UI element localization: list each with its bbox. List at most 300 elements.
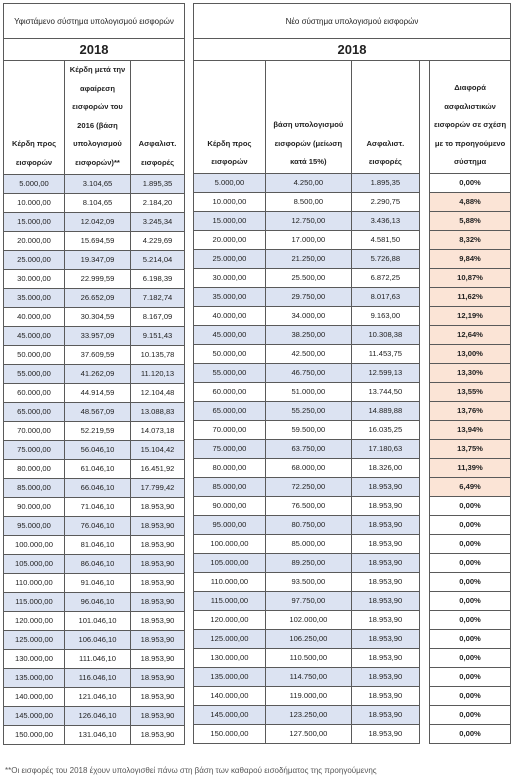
old-profit-cell: 10.000,00 xyxy=(4,193,65,212)
old-profit-cell: 5.000,00 xyxy=(4,174,65,193)
diff-percent-cell: 12,64% xyxy=(430,326,511,345)
new-base-cell: 93.500,00 xyxy=(265,573,351,592)
diff-percent-cell: 0,00% xyxy=(430,687,511,706)
old-profit-cell: 55.000,00 xyxy=(4,364,65,383)
diff-percent-cell: 13,94% xyxy=(430,421,511,440)
new-profit-cell: 60.000,00 xyxy=(194,383,266,402)
footnote: **Οι εισφορές του 2018 έχουν υπολογισθεί πάνω στη βάση των καθαρού εισοδήματος της προηγούμενης xyxy=(5,766,377,775)
old-profit-cell: 60.000,00 xyxy=(4,383,65,402)
new-profit-cell: 15.000,00 xyxy=(194,212,266,231)
new-contrib-cell: 11.453,75 xyxy=(351,345,419,364)
old-base-cell: 3.104,65 xyxy=(65,174,131,193)
old-contrib-cell: 16.451,92 xyxy=(131,459,185,478)
old-base-cell: 71.046,10 xyxy=(65,497,131,516)
diff-percent-cell: 0,00% xyxy=(430,725,511,744)
new-profit-cell: 135.000,00 xyxy=(194,668,266,687)
old-contrib-cell: 18.953,90 xyxy=(131,630,185,649)
table-row xyxy=(4,307,185,326)
diff-percent-cell: 0,00% xyxy=(430,668,511,687)
old-col-contrib-header: Ασφαλιστ. εισφορές xyxy=(131,61,185,175)
diff-percent-cell: 0,00% xyxy=(430,706,511,725)
new-profit-cell: 10.000,00 xyxy=(194,193,266,212)
column-gap xyxy=(419,649,429,668)
table-row xyxy=(4,174,185,193)
table-row xyxy=(194,668,511,687)
table-row xyxy=(194,402,511,421)
column-gap xyxy=(419,554,429,573)
old-base-cell: 41.262,09 xyxy=(65,364,131,383)
table-row xyxy=(4,326,185,345)
new-base-cell: 51.000,00 xyxy=(265,383,351,402)
table-row xyxy=(4,231,185,250)
diff-percent-cell: 0,00% xyxy=(430,630,511,649)
new-profit-cell: 145.000,00 xyxy=(194,706,266,725)
column-gap xyxy=(419,573,429,592)
new-base-cell: 85.000,00 xyxy=(265,535,351,554)
table-row xyxy=(4,288,185,307)
new-contrib-cell: 1.895,35 xyxy=(351,174,419,193)
diff-percent-cell: 8,32% xyxy=(430,231,511,250)
diff-percent-cell: 13,76% xyxy=(430,402,511,421)
old-system-title: Υφιστάμενο σύστημα υπολογισμού εισφορών xyxy=(4,4,185,39)
old-contrib-cell: 18.953,90 xyxy=(131,725,185,744)
table-row xyxy=(4,250,185,269)
new-contrib-cell: 18.953,90 xyxy=(351,706,419,725)
new-base-cell: 8.500,00 xyxy=(265,193,351,212)
diff-percent-cell: 13,75% xyxy=(430,440,511,459)
new-profit-cell: 80.000,00 xyxy=(194,459,266,478)
old-base-cell: 19.347,09 xyxy=(65,250,131,269)
old-base-cell: 37.609,59 xyxy=(65,345,131,364)
old-base-cell: 12.042,09 xyxy=(65,212,131,231)
table-row xyxy=(4,459,185,478)
table-row xyxy=(194,611,511,630)
table-row xyxy=(194,459,511,478)
new-col-profit-header: Κέρδη προς εισφορών xyxy=(194,61,266,174)
new-profit-cell: 100.000,00 xyxy=(194,535,266,554)
table-row xyxy=(4,535,185,554)
new-contrib-cell: 18.953,90 xyxy=(351,725,419,744)
table-row xyxy=(194,478,511,497)
table-row xyxy=(194,364,511,383)
old-profit-cell: 95.000,00 xyxy=(4,516,65,535)
old-profit-cell: 125.000,00 xyxy=(4,630,65,649)
table-row xyxy=(4,269,185,288)
table-row xyxy=(194,554,511,573)
column-gap xyxy=(419,687,429,706)
new-base-cell: 114.750,00 xyxy=(265,668,351,687)
old-contrib-cell: 18.953,90 xyxy=(131,554,185,573)
table-row xyxy=(4,611,185,630)
old-profit-cell: 70.000,00 xyxy=(4,421,65,440)
old-profit-cell: 110.000,00 xyxy=(4,573,65,592)
new-system-table xyxy=(193,3,511,744)
new-profit-cell: 125.000,00 xyxy=(194,630,266,649)
new-profit-cell: 55.000,00 xyxy=(194,364,266,383)
table-row xyxy=(194,421,511,440)
table-row xyxy=(4,668,185,687)
new-profit-cell: 130.000,00 xyxy=(194,649,266,668)
old-contrib-cell: 5.214,04 xyxy=(131,250,185,269)
old-profit-cell: 80.000,00 xyxy=(4,459,65,478)
table-row xyxy=(194,497,511,516)
table-row xyxy=(4,516,185,535)
column-gap xyxy=(419,459,429,478)
column-gap xyxy=(419,440,429,459)
table-row xyxy=(194,288,511,307)
diff-percent-cell: 0,00% xyxy=(430,554,511,573)
new-contrib-cell: 18.953,90 xyxy=(351,668,419,687)
old-base-cell: 44.914,59 xyxy=(65,383,131,402)
table-row xyxy=(4,497,185,516)
diff-percent-cell: 12,19% xyxy=(430,307,511,326)
diff-percent-cell: 4,88% xyxy=(430,193,511,212)
column-gap xyxy=(419,61,429,174)
table-row xyxy=(194,307,511,326)
new-profit-cell: 35.000,00 xyxy=(194,288,266,307)
new-system-year: 2018 xyxy=(194,39,511,61)
diff-percent-cell: 0,00% xyxy=(430,174,511,193)
column-gap xyxy=(419,516,429,535)
table-row xyxy=(194,592,511,611)
new-contrib-cell: 2.290,75 xyxy=(351,193,419,212)
old-base-cell: 15.694,59 xyxy=(65,231,131,250)
table-row xyxy=(4,649,185,668)
new-contrib-cell: 16.035,25 xyxy=(351,421,419,440)
old-contrib-cell: 8.167,09 xyxy=(131,307,185,326)
old-contrib-cell: 1.895,35 xyxy=(131,174,185,193)
table-row xyxy=(194,440,511,459)
table-row xyxy=(4,687,185,706)
diff-percent-cell: 13,00% xyxy=(430,345,511,364)
diff-percent-cell: 0,00% xyxy=(430,592,511,611)
new-contrib-cell: 3.436,13 xyxy=(351,212,419,231)
new-base-cell: 4.250,00 xyxy=(265,174,351,193)
new-base-cell: 102.000,00 xyxy=(265,611,351,630)
old-base-cell: 86.046,10 xyxy=(65,554,131,573)
new-contrib-cell: 6.872,25 xyxy=(351,269,419,288)
old-base-cell: 121.046,10 xyxy=(65,687,131,706)
old-contrib-cell: 17.799,42 xyxy=(131,478,185,497)
diff-percent-cell: 11,39% xyxy=(430,459,511,478)
new-profit-cell: 75.000,00 xyxy=(194,440,266,459)
new-profit-cell: 20.000,00 xyxy=(194,231,266,250)
old-contrib-cell: 9.151,43 xyxy=(131,326,185,345)
new-contrib-cell: 18.953,90 xyxy=(351,497,419,516)
column-gap xyxy=(419,307,429,326)
new-base-cell: 29.750,00 xyxy=(265,288,351,307)
old-profit-cell: 20.000,00 xyxy=(4,231,65,250)
old-system-table xyxy=(3,3,185,745)
old-profit-cell: 85.000,00 xyxy=(4,478,65,497)
new-base-cell: 55.250,00 xyxy=(265,402,351,421)
old-contrib-cell: 10.135,78 xyxy=(131,345,185,364)
old-profit-cell: 130.000,00 xyxy=(4,649,65,668)
column-gap xyxy=(419,250,429,269)
new-contrib-cell: 18.953,90 xyxy=(351,478,419,497)
old-contrib-cell: 18.953,90 xyxy=(131,611,185,630)
column-gap xyxy=(419,193,429,212)
diff-percent-cell: 9,84% xyxy=(430,250,511,269)
table-row xyxy=(194,174,511,193)
old-base-cell: 111.046,10 xyxy=(65,649,131,668)
old-col-profit-header: Κέρδη προς εισφορών xyxy=(4,61,65,175)
new-contrib-cell: 18.953,90 xyxy=(351,611,419,630)
diff-percent-cell: 5,88% xyxy=(430,212,511,231)
old-base-cell: 76.046,10 xyxy=(65,516,131,535)
table-row xyxy=(4,212,185,231)
new-contrib-cell: 5.726,88 xyxy=(351,250,419,269)
table-row xyxy=(4,193,185,212)
old-contrib-cell: 18.953,90 xyxy=(131,516,185,535)
new-profit-cell: 120.000,00 xyxy=(194,611,266,630)
new-contrib-cell: 18.953,90 xyxy=(351,630,419,649)
new-contrib-cell: 18.953,90 xyxy=(351,573,419,592)
table-row xyxy=(194,326,511,345)
old-contrib-cell: 18.953,90 xyxy=(131,535,185,554)
old-profit-cell: 35.000,00 xyxy=(4,288,65,307)
old-profit-cell: 40.000,00 xyxy=(4,307,65,326)
new-base-cell: 97.750,00 xyxy=(265,592,351,611)
diff-percent-cell: 13,55% xyxy=(430,383,511,402)
table-row xyxy=(4,478,185,497)
diff-percent-cell: 0,00% xyxy=(430,516,511,535)
table-row xyxy=(194,649,511,668)
new-profit-cell: 85.000,00 xyxy=(194,478,266,497)
old-base-cell: 61.046,10 xyxy=(65,459,131,478)
old-profit-cell: 25.000,00 xyxy=(4,250,65,269)
table-row xyxy=(194,212,511,231)
column-gap xyxy=(419,269,429,288)
column-gap xyxy=(419,212,429,231)
column-gap xyxy=(419,668,429,687)
old-contrib-cell: 12.104,48 xyxy=(131,383,185,402)
new-base-cell: 76.500,00 xyxy=(265,497,351,516)
table-row xyxy=(4,630,185,649)
column-gap xyxy=(419,383,429,402)
new-profit-cell: 105.000,00 xyxy=(194,554,266,573)
diff-percent-cell: 11,62% xyxy=(430,288,511,307)
new-contrib-cell: 18.326,00 xyxy=(351,459,419,478)
old-profit-cell: 90.000,00 xyxy=(4,497,65,516)
new-base-cell: 25.500,00 xyxy=(265,269,351,288)
new-contrib-cell: 4.581,50 xyxy=(351,231,419,250)
column-gap xyxy=(419,592,429,611)
table-row xyxy=(4,706,185,725)
old-contrib-cell: 18.953,90 xyxy=(131,706,185,725)
column-gap xyxy=(419,497,429,516)
diff-percent-cell: 0,00% xyxy=(430,573,511,592)
old-base-cell: 56.046,10 xyxy=(65,440,131,459)
old-profit-cell: 105.000,00 xyxy=(4,554,65,573)
old-base-cell: 33.957,09 xyxy=(65,326,131,345)
new-contrib-cell: 18.953,90 xyxy=(351,649,419,668)
old-profit-cell: 150.000,00 xyxy=(4,725,65,744)
new-profit-cell: 150.000,00 xyxy=(194,725,266,744)
new-base-cell: 59.500,00 xyxy=(265,421,351,440)
column-gap xyxy=(419,421,429,440)
table-row xyxy=(4,383,185,402)
new-profit-cell: 5.000,00 xyxy=(194,174,266,193)
old-profit-cell: 45.000,00 xyxy=(4,326,65,345)
old-profit-cell: 115.000,00 xyxy=(4,592,65,611)
table-row xyxy=(4,364,185,383)
new-contrib-cell: 17.180,63 xyxy=(351,440,419,459)
old-profit-cell: 50.000,00 xyxy=(4,345,65,364)
table-row xyxy=(4,421,185,440)
old-contrib-cell: 13.088,83 xyxy=(131,402,185,421)
column-gap xyxy=(419,364,429,383)
table-row xyxy=(4,345,185,364)
old-base-cell: 26.652,09 xyxy=(65,288,131,307)
old-base-cell: 52.219,59 xyxy=(65,421,131,440)
new-base-cell: 38.250,00 xyxy=(265,326,351,345)
old-base-cell: 66.046,10 xyxy=(65,478,131,497)
table-row xyxy=(194,535,511,554)
column-gap xyxy=(419,402,429,421)
new-base-cell: 34.000,00 xyxy=(265,307,351,326)
table-row xyxy=(4,725,185,744)
diff-percent-cell: 0,00% xyxy=(430,535,511,554)
table-row xyxy=(4,592,185,611)
column-gap xyxy=(419,706,429,725)
old-profit-cell: 140.000,00 xyxy=(4,687,65,706)
new-base-cell: 46.750,00 xyxy=(265,364,351,383)
old-contrib-cell: 18.953,90 xyxy=(131,668,185,687)
column-gap xyxy=(419,174,429,193)
new-profit-cell: 65.000,00 xyxy=(194,402,266,421)
diff-percent-cell: 0,00% xyxy=(430,497,511,516)
old-profit-cell: 75.000,00 xyxy=(4,440,65,459)
old-system-year: 2018 xyxy=(4,39,185,61)
column-gap xyxy=(419,535,429,554)
table-row xyxy=(194,706,511,725)
new-contrib-cell: 9.163,00 xyxy=(351,307,419,326)
old-base-cell: 30.304,59 xyxy=(65,307,131,326)
table-row xyxy=(4,440,185,459)
diff-percent-cell: 0,00% xyxy=(430,611,511,630)
column-gap xyxy=(419,611,429,630)
old-profit-cell: 120.000,00 xyxy=(4,611,65,630)
new-profit-cell: 40.000,00 xyxy=(194,307,266,326)
column-gap xyxy=(419,478,429,497)
old-base-cell: 116.046,10 xyxy=(65,668,131,687)
old-base-cell: 22.999,59 xyxy=(65,269,131,288)
diff-percent-cell: 10,87% xyxy=(430,269,511,288)
old-profit-cell: 135.000,00 xyxy=(4,668,65,687)
table-row xyxy=(4,554,185,573)
old-profit-cell: 145.000,00 xyxy=(4,706,65,725)
new-base-cell: 42.500,00 xyxy=(265,345,351,364)
table-row xyxy=(4,402,185,421)
column-gap xyxy=(419,630,429,649)
table-row xyxy=(194,630,511,649)
diff-percent-cell: 13,30% xyxy=(430,364,511,383)
new-base-cell: 72.250,00 xyxy=(265,478,351,497)
new-base-cell: 12.750,00 xyxy=(265,212,351,231)
old-base-cell: 81.046,10 xyxy=(65,535,131,554)
table-row xyxy=(194,345,511,364)
new-profit-cell: 50.000,00 xyxy=(194,345,266,364)
old-profit-cell: 15.000,00 xyxy=(4,212,65,231)
new-contrib-cell: 18.953,90 xyxy=(351,687,419,706)
new-base-cell: 123.250,00 xyxy=(265,706,351,725)
table-row xyxy=(194,516,511,535)
table-row xyxy=(194,383,511,402)
old-contrib-cell: 2.184,20 xyxy=(131,193,185,212)
new-profit-cell: 70.000,00 xyxy=(194,421,266,440)
new-contrib-cell: 18.953,90 xyxy=(351,554,419,573)
new-base-cell: 110.500,00 xyxy=(265,649,351,668)
new-profit-cell: 140.000,00 xyxy=(194,687,266,706)
new-contrib-cell: 18.953,90 xyxy=(351,516,419,535)
table-row xyxy=(194,573,511,592)
table-row xyxy=(194,193,511,212)
new-profit-cell: 115.000,00 xyxy=(194,592,266,611)
new-base-cell: 106.250,00 xyxy=(265,630,351,649)
new-contrib-cell: 13.744,50 xyxy=(351,383,419,402)
old-contrib-cell: 11.120,13 xyxy=(131,364,185,383)
new-base-cell: 127.500,00 xyxy=(265,725,351,744)
table-row xyxy=(194,231,511,250)
new-contrib-cell: 10.308,38 xyxy=(351,326,419,345)
table-row xyxy=(194,725,511,744)
old-contrib-cell: 18.953,90 xyxy=(131,649,185,668)
old-base-cell: 8.104,65 xyxy=(65,193,131,212)
column-gap xyxy=(419,288,429,307)
new-contrib-cell: 8.017,63 xyxy=(351,288,419,307)
old-contrib-cell: 18.953,90 xyxy=(131,573,185,592)
old-contrib-cell: 15.104,42 xyxy=(131,440,185,459)
new-col-diff-header: Διαφορά ασφαλιστικών εισφορών σε σχέση με το προηγούμενο σύστημα xyxy=(430,61,511,174)
old-base-cell: 96.046,10 xyxy=(65,592,131,611)
new-contrib-cell: 14.889,88 xyxy=(351,402,419,421)
new-base-cell: 21.250,00 xyxy=(265,250,351,269)
new-base-cell: 68.000,00 xyxy=(265,459,351,478)
new-base-cell: 17.000,00 xyxy=(265,231,351,250)
table-row xyxy=(194,250,511,269)
new-profit-cell: 25.000,00 xyxy=(194,250,266,269)
new-contrib-cell: 18.953,90 xyxy=(351,535,419,554)
new-base-cell: 80.750,00 xyxy=(265,516,351,535)
old-profit-cell: 100.000,00 xyxy=(4,535,65,554)
old-contrib-cell: 4.229,69 xyxy=(131,231,185,250)
old-contrib-cell: 18.953,90 xyxy=(131,497,185,516)
new-contrib-cell: 18.953,90 xyxy=(351,592,419,611)
new-base-cell: 89.250,00 xyxy=(265,554,351,573)
new-profit-cell: 90.000,00 xyxy=(194,497,266,516)
column-gap xyxy=(419,326,429,345)
old-base-cell: 126.046,10 xyxy=(65,706,131,725)
new-base-cell: 119.000,00 xyxy=(265,687,351,706)
old-contrib-cell: 18.953,90 xyxy=(131,592,185,611)
old-base-cell: 91.046,10 xyxy=(65,573,131,592)
old-contrib-cell: 6.198,39 xyxy=(131,269,185,288)
new-contrib-cell: 12.599,13 xyxy=(351,364,419,383)
old-profit-cell: 30.000,00 xyxy=(4,269,65,288)
old-col-base-header: Κέρδη μετά την αφαίρεση εισφορών του 2016 (βάση υπολογισμού εισφορών)** xyxy=(65,61,131,175)
old-contrib-cell: 14.073,18 xyxy=(131,421,185,440)
old-contrib-cell: 18.953,90 xyxy=(131,687,185,706)
new-col-base-header: βάση υπολογισμού εισφορών (μείωση κατά 15%) xyxy=(265,61,351,174)
old-base-cell: 106.046,10 xyxy=(65,630,131,649)
new-col-contrib-header: Ασφαλιστ. εισφορές xyxy=(351,61,419,174)
old-base-cell: 48.567,09 xyxy=(65,402,131,421)
old-contrib-cell: 3.245,34 xyxy=(131,212,185,231)
new-profit-cell: 95.000,00 xyxy=(194,516,266,535)
new-base-cell: 63.750,00 xyxy=(265,440,351,459)
new-profit-cell: 30.000,00 xyxy=(194,269,266,288)
